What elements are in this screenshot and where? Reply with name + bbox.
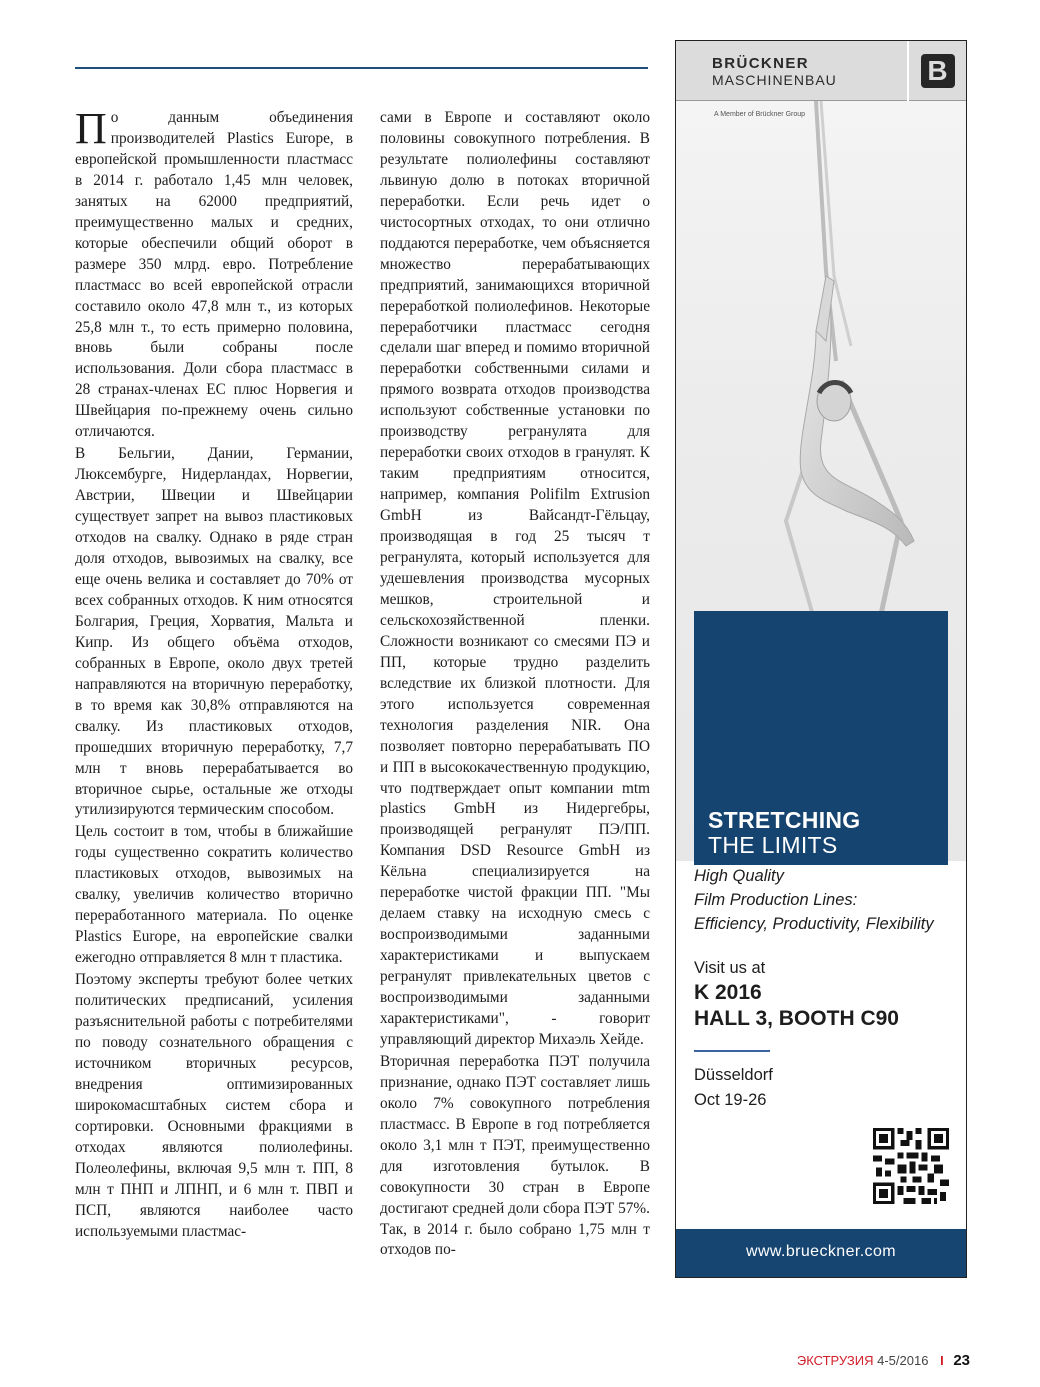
quality-line-1: High Quality <box>694 867 784 885</box>
brand-name: BRÜCKNER <box>712 55 810 72</box>
header-rule <box>75 67 648 69</box>
brand-subtitle: MASCHINENBAU <box>712 72 837 88</box>
quality-line-2: Film Production Lines: <box>694 891 858 909</box>
booth-info: HALL 3, BOOTH C90 <box>694 1007 899 1030</box>
article-column-left <box>75 104 353 1242</box>
website-link[interactable]: www.brueckner.com <box>746 1243 896 1260</box>
journal-name: ЭКСТРУЗИЯ <box>796 1353 874 1368</box>
event-city: Düsseldorf <box>694 1066 773 1084</box>
article-paragraph <box>75 104 353 443</box>
aerial-acrobat-photo <box>676 101 966 861</box>
slogan-line-2: THE LIMITS <box>708 832 838 858</box>
article-paragraph: Поэтому эксперты требуют более четких политических предписаний, усиления разъяснительной работы с потребителями по поводу сознательного обращения с источником вторичных ресурсов, внедрения оптимизированных широкомасштабных систем сбора и сортировки. Основными фракциями в отходах являются полиолефины. Полеолефины, включая 9,5 млн т. ПП, 8 млн т ПНП и ЛПНП, и 6 млн т. ПВП и ПСП, являются наиболее часто используемыми пластмас- <box>75 971 353 1240</box>
qr-code-icon[interactable] <box>873 1128 949 1204</box>
dropcap: П <box>75 104 107 153</box>
article-paragraph: В Бельгии, Дании, Германии, Люксембурге, Нидерландах, Норвегии, Австрии, Швеции и Швейцарии существует запрет на вывоз пластиковых отходов на свалку. Однако в ряде стран доля отходов, вывозимых на свалку, все еще очень велика и составляет до 70% от всех собранных отходов. К ним относятся Болгария, Греция, Хорватия, Мальта и Кипр. Из общего объёма отходов, собранных в Европе, около двух третей направляются на вторичную переработку, в то время как 30,8% отправляются на свалку. Из пластиковых отходов, прошедших вторичную переработку, 7,7 млн т вновь перерабатывается во вторичное сырье, остальные же отходы утилизируются термическим способом. <box>75 445 353 819</box>
event-dates: Oct 19-26 <box>694 1091 767 1109</box>
article-paragraph: Цель состоит в том, чтобы в ближайшие годы существенно сократить количество пластиковых отходов, вывозимых на свалку, увеличив количество вторично переработанного материала. По оценке Plastics Europe, на европейские свалки ежегодно отправляется 8 млн т пластика. <box>75 823 353 967</box>
page-footer <box>797 1352 970 1369</box>
brueckner-advertisement <box>675 40 967 1278</box>
slogan-panel <box>694 611 948 865</box>
quality-line-3: Efficiency, Productivity, Flexibility <box>694 915 934 933</box>
page-number: 23 <box>953 1352 970 1369</box>
brueckner-logo-icon <box>907 41 966 101</box>
visit-text: Visit us at <box>694 959 766 977</box>
slogan-line-1: STRETCHING <box>708 807 861 833</box>
ad-header <box>676 41 966 101</box>
ad-divider <box>694 1050 770 1052</box>
article-column-middle <box>380 108 650 1261</box>
footer-separator: I <box>940 1353 944 1368</box>
article-paragraph: сами в Европе и составляют около половины совокупного потребления. В результате полиолефины составляют львиную долю в потоках вторичной переработки. Если речь идет о чистосортных отходах, то они отлично поддаются переработке, чем объясняется множество перерабатывающих предприятий, занимающихся вторичной переработкой полиолефинов. Некоторые переработчики пластмасс сегодня сделали шаг вперед и помимо вторичной переработки собственными силами и прямого возврата отходов производства используют собственные установки по производству регранулята для переработки своих отходов в гранулят. К таким предприятиям относится, например, компания Polifilm Extrusion GmbH из Вайсандт-Гёльцау, производящая в год 25 тысяч т регранулята, который используется для удешевления производства мусорных мешков, строительной и сельскохозяйственной пленки. Сложности возникают со смесями ПЭ и ПП, которые трудно разделить вследствие их близкой плотности. Для этого используется современная технология разделения NIR. Она позволяет повторно перерабатывать ПО и ПП в высококачественную продукцию, что подтверждает опыт компании mtm plastics GmbH из Нидергебры, производящей регранулят ПЭ/ПП. Компания DSD Resource GmbH из Кёльна специализируется на переработке чистой фракции ПП. "Мы делаем ставку на исходную смесь с воспроизводимыми заданными характеристиками и выпускаем регранулят привлекательных цветов с воспроизводимыми заданными характеристиками", - говорит управляющий директор Михаэль Хейде. <box>380 109 650 1048</box>
logo-letter: B <box>921 54 955 88</box>
event-name: K 2016 <box>694 981 762 1004</box>
member-text: A Member of Brückner Group <box>714 111 806 118</box>
issue-number: 4-5/2016 <box>877 1353 929 1368</box>
ad-footer <box>676 1229 966 1277</box>
paragraph-text: о данным объединения производителей Plastics Europe, в европейской промышленности пластмасс в 2014 г. работало 1,45 млн человек, занятых на 62000 предприятий, преимущественно малых и средних, которые обеспечили общий оборот в размере 350 млрд. евро. Потребление пластмасс во всей европейской отрасли составило около 47,8 млн т., из которых 25,8 млн т., то есть примерно половина, вновь были собраны после использования. Доли сбора пластмасс в 28 странах-членах ЕС плюс Норвегия и Швейцария по-прежнему очень сильно отличаются. <box>75 109 353 441</box>
article-paragraph: Вторичная переработка ПЭТ получила признание, однако ПЭТ составляет лишь около 7% совокупного потребления пластмасс. В Европе в год потребляется около 3,1 млн т ПЭТ, преимущественно для изготовления бутылок. В совокупности 30 стран в Европе достигают средней доли сбора ПЭТ 57%. Так, в 2014 г. было собрано 1,75 млн т отходов по- <box>380 1052 650 1259</box>
